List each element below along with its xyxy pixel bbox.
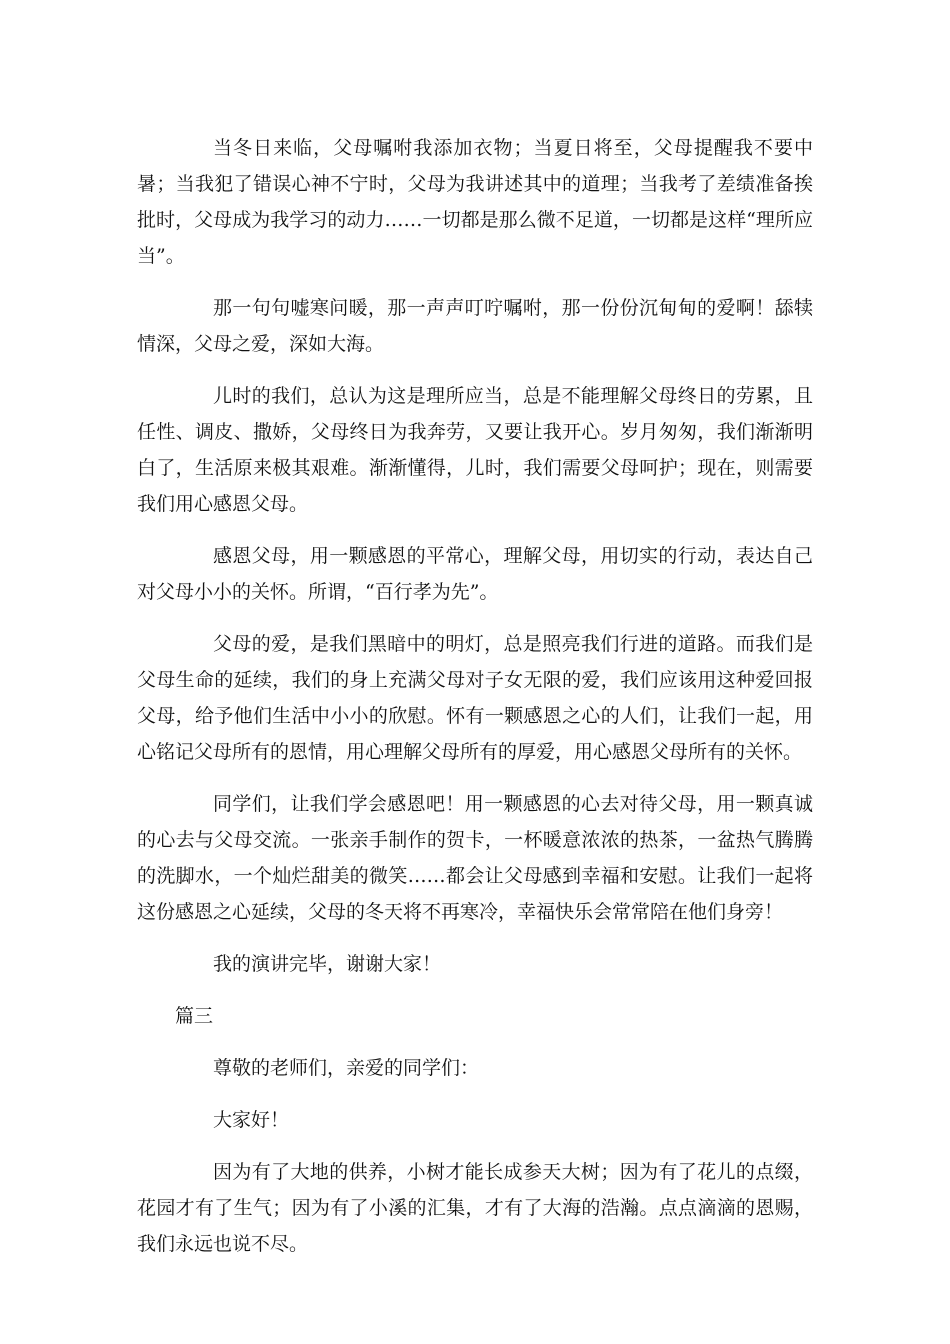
- paragraph: 那一句句嘘寒问暖，那一声声叮咛嘱咐，那一份份沉甸甸的爱啊！舔犊情深，父母之爱，深如大海。: [137, 297, 813, 355]
- paragraph: 当冬日来临，父母嘱咐我添加衣物；当夏日将至，父母提醒我不要中暑；当我犯了错误心神不宁时，父母为我讲述其中的道理；当我考了差绩准备挨批时，父母成为我学习的动力……一切都是那么微不足道，一切都是这样“理所应当”。: [137, 137, 813, 267]
- paragraph: 感恩父母，用一颗感恩的平常心，理解父母，用切实的行动，表达自己对父母小小的关怀。所谓，“百行孝为先”。: [137, 545, 813, 603]
- greeting: 大家好！: [213, 1109, 290, 1131]
- paragraph: 儿时的我们，总认为这是理所应当，总是不能理解父母终日的劳累，且任性、调皮、撒娇，父母终日为我奔劳，又要让我开心。岁月匆匆，我们渐渐明白了，生活原来极其艰难。渐渐懂得，儿时，我们需要父母呵护；现在，则需要我们用心感恩父母。: [137, 385, 813, 515]
- paragraph: 同学们，让我们学会感恩吧！用一颗感恩的心去对待父母，用一颗真诚的心去与父母交流。一张亲手制作的贺卡，一杯暖意浓浓的热茶，一盆热气腾腾的洗脚水，一个灿烂甜美的微笑……都会让父母感到幸福和安慰。让我们一起将这份感恩之心延续，父母的冬天将不再寒冷，幸福快乐会常常陪在他们身旁！: [137, 793, 813, 923]
- salutation: 尊敬的老师们，亲爱的同学们：: [213, 1057, 480, 1079]
- paragraph: 父母的爱，是我们黑暗中的明灯，总是照亮我们行进的道路。而我们是父母生命的延续，我们的身上充满父母对子女无限的爱，我们应该用这种爱回报父母，给予他们生活中小小的欣慰。怀有一颗感恩之心的人们，让我们一起，用心铭记父母所有的恩情，用心理解父母所有的厚爱，用心感恩父母所有的关怀。: [137, 633, 813, 763]
- paragraph: 因为有了大地的供养，小树才能长成参天大树；因为有了花儿的点缀，花园才有了生气；因为有了小溪的汇集，才有了大海的浩瀚。点点滴滴的恩赐，我们永远也说不尽。: [137, 1161, 813, 1255]
- document-body: [137, 130, 813, 1278]
- section-heading: 篇三: [175, 1005, 214, 1027]
- closing-line: 我的演讲完毕，谢谢大家！: [213, 953, 442, 975]
